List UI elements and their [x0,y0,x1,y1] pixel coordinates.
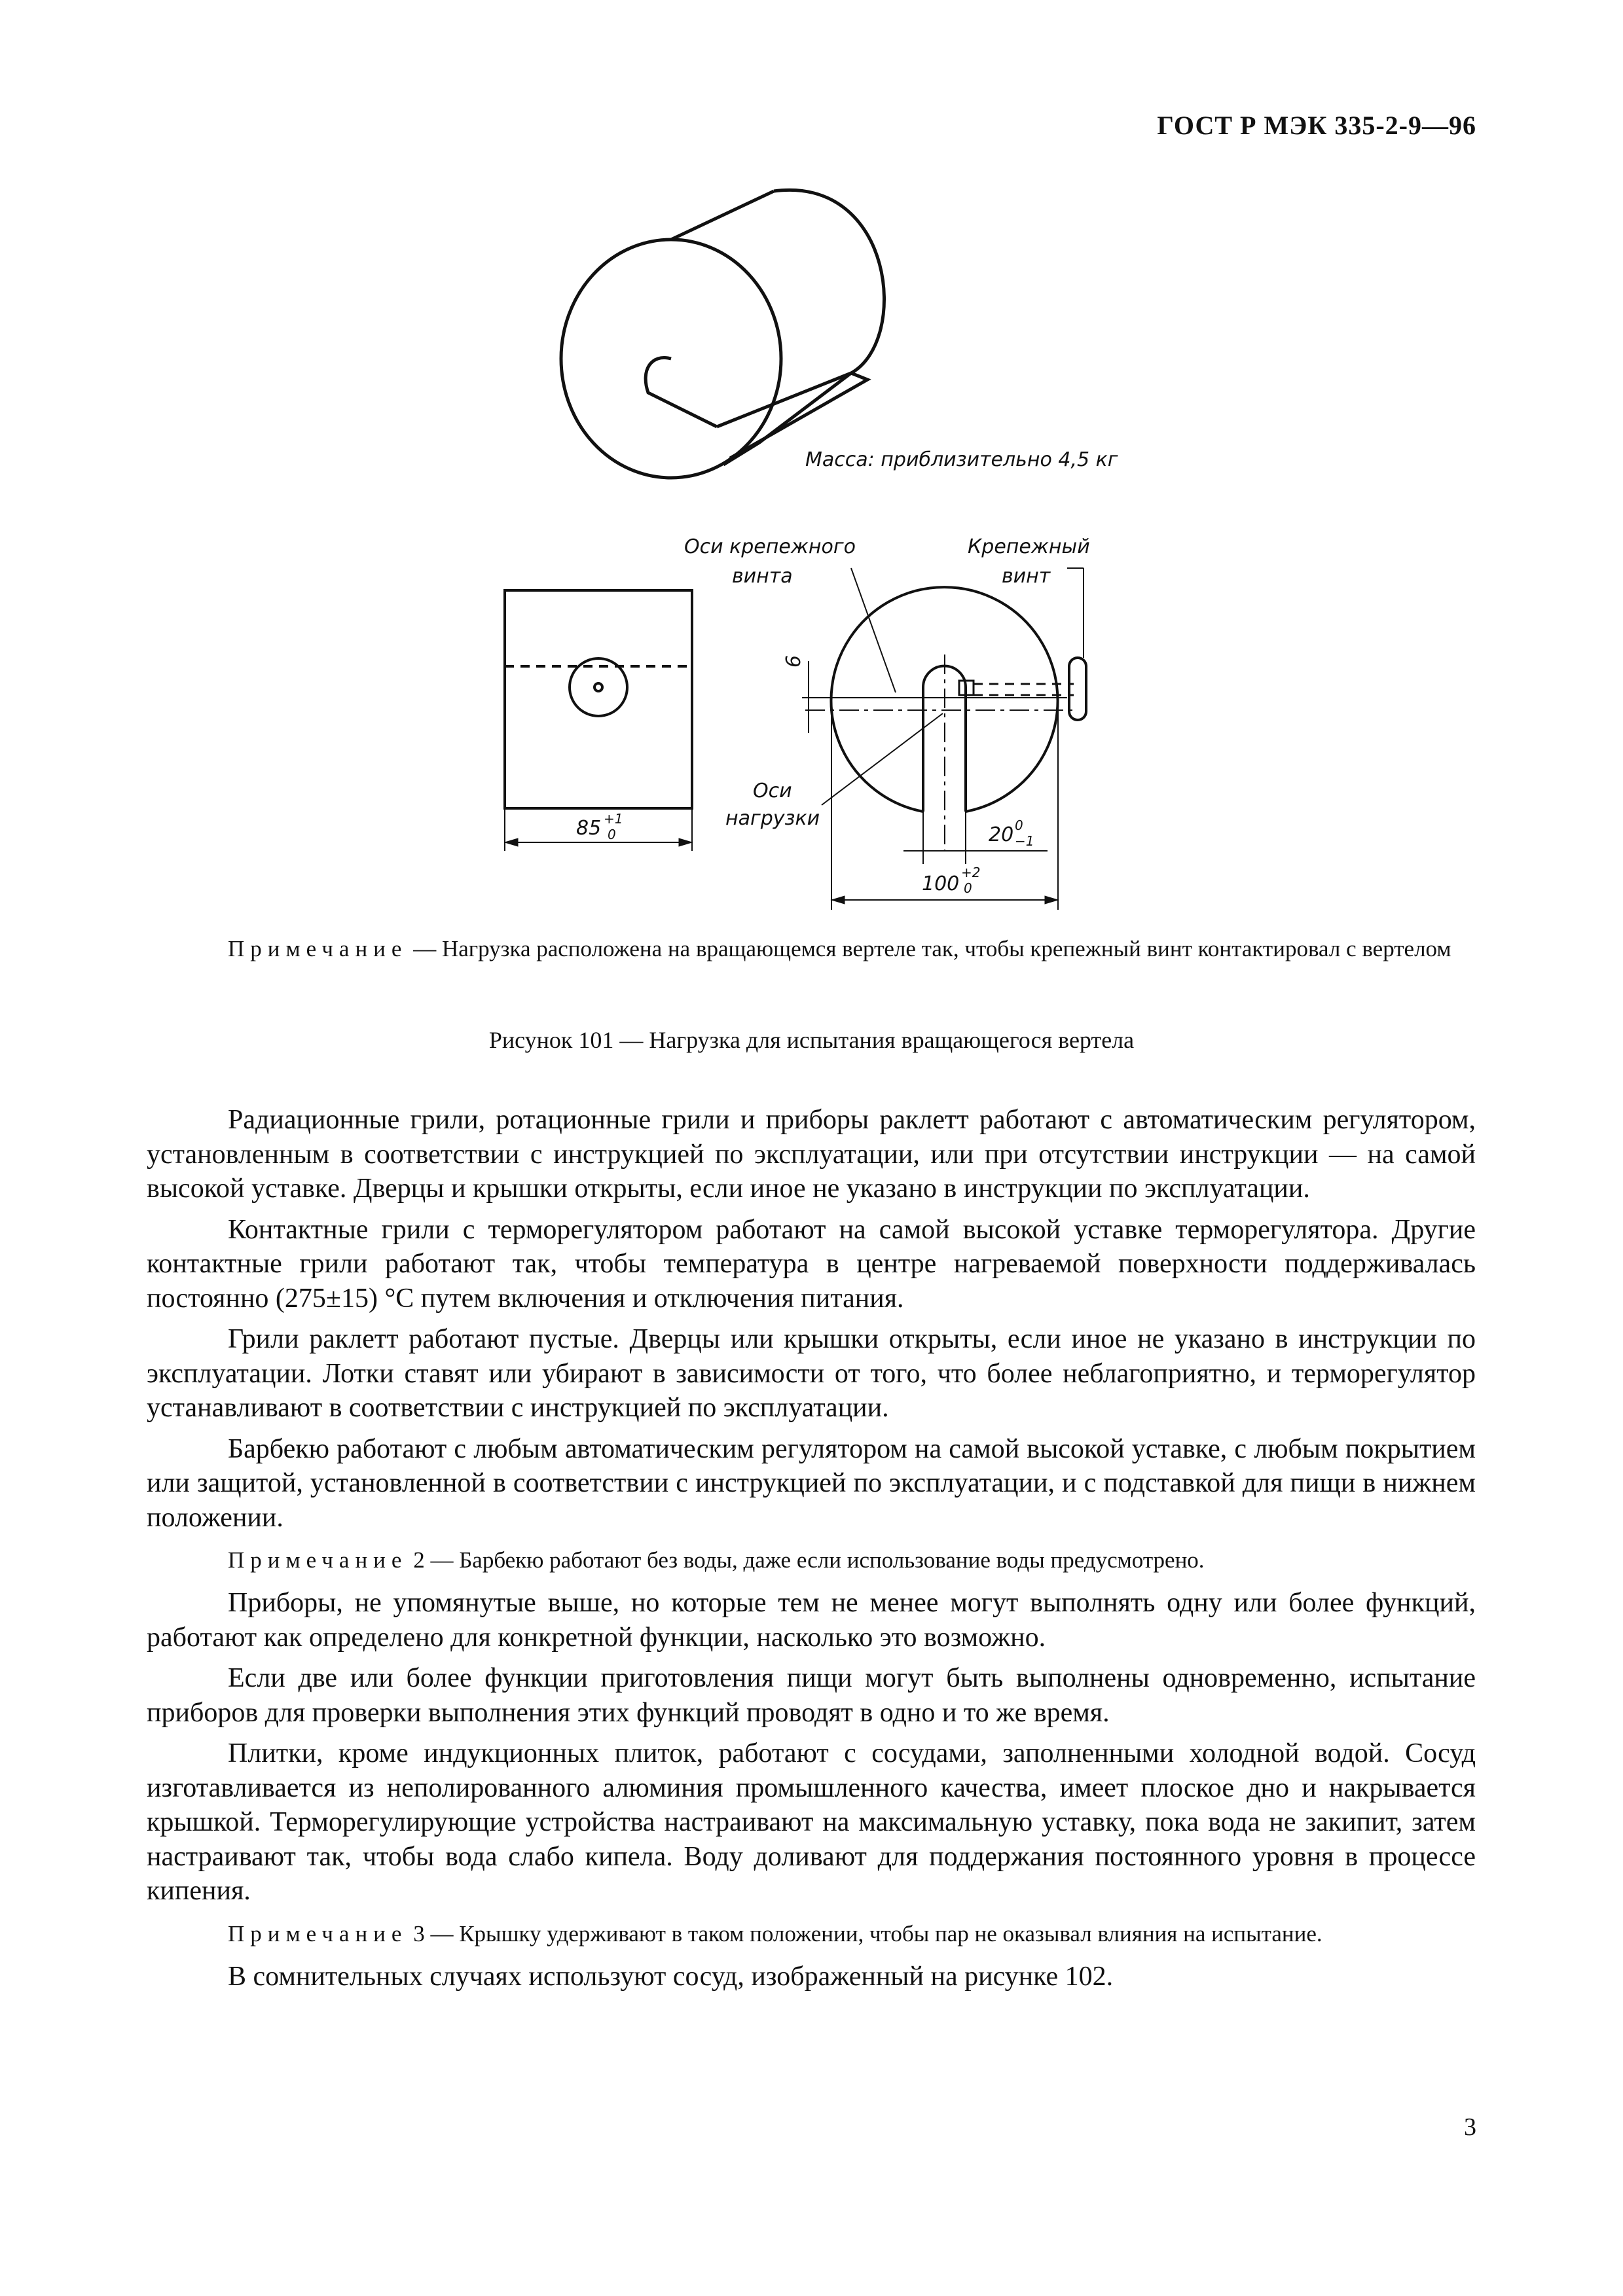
note-2 [147,1544,1476,1577]
dim-85: 85 [576,817,602,840]
front-view [505,590,692,851]
slot-curve [646,358,717,427]
paragraph: Плитки, кроме индукционных плиток, работают с сосудами, заполненными холодной водой. Сосуд изготавливается из неполированного алюминия промышленного качества, имеет плоское дно и накрывается крышкой. Терморегулирующие устройства настраивают на максимальную уставку, пока вода не закипит, затем настраивают так, чтобы вода слабо кипела. Воду доливают для поддержания постоянного уровня в процессе кипения. [147,1738,1476,1906]
figure-caption: Рисунок 101 — Нагрузка для испытания вращающегося вертела [488,1027,1135,1053]
cylinder-back-edge [774,190,884,373]
side-view [802,568,1086,910]
label-screw-axis-1: Оси крепежного [684,535,856,558]
note-text: — Нагрузка расположена на вращающемся вертеле так, чтобы крепежный винт контактировал с вертелом [407,936,1451,961]
paragraph: В сомнительных случаях используют сосуд, изображенный на рисунке 102. [228,1961,1114,1992]
dim-100-tol-up: +2 [961,865,981,880]
paragraph: Барбекю работают с любым автоматическим регулятором на самой высокой уставке, с любым покрытием или защитой, установленной в соответствии с инструкцией по эксплуатации, и с подставкой для пищи в нижнем положении. [147,1433,1476,1533]
figure-note [147,932,1476,966]
note-text: 2 — Барбекю работают без воды, даже если использование воды предусмотрено. [407,1547,1205,1573]
dim-85-tol-up: +1 [604,811,623,827]
paragraph: Грили раклетт работают пустые. Дверцы или крышки открыты, если иное не указано в инструкции по эксплуатации. Лотки ставят или убирают в зависимости от того, что более неблагоприятно, и терморегулятор устанавливают в соответствии с инструкцией по эксплуатации. [147,1324,1476,1423]
figure-101-drawing [0,0,1623,982]
dim-20-tol-up: 0 [1015,817,1023,833]
note-3 [147,1918,1476,1950]
document-header: ГОСТ Р МЭК 335-2-9—96 [1157,111,1476,140]
paragraph: Радиационные грили, ротационные грили и приборы раклетт работают с автоматическим регулятором, установленным в соответствии с инструкцией по эксплуатации, или при отсутствии инструкции — на самой высокой уставке. Дверцы и крышки открыты, если иное не указано в инструкции по эксплуатации. [147,1105,1476,1204]
note-label: Примечание [228,936,408,961]
paragraph: Если две или более функции приготовления пищи могут быть выполнены одновременно, испытание приборов для проверки выполнения этих функций проводят в одно и то же время. [147,1663,1476,1728]
note-text: 3 — Крышку удерживают в таком положении, чтобы пар не оказывал влияния на испытание. [407,1920,1322,1946]
front-view-outline [505,590,692,808]
dim-6: 6 [782,655,805,668]
label-load-axis-2: нагрузки [725,807,820,830]
label-screw-axis-2: винта [732,565,793,588]
leader-screw-axis [851,568,896,692]
mass-label: Масса: приблизительно 4,5 кг [805,448,1118,471]
cylinder-isometric [561,190,884,478]
dim-20-tol-low: −1 [1015,833,1034,849]
note-label: Примечание [228,1547,408,1573]
note-label: Примечание [228,1920,408,1946]
center-hole [570,658,627,716]
page-number: 3 [1464,2113,1476,2141]
paragraph: Приборы, не упомянутые выше, но которые тем не менее могут выполнять одну или более функций, работают как определено для конкретной функции, насколько это возможно. [147,1588,1476,1653]
cylinder-top-edge [671,191,774,240]
leader-load-axis [822,713,943,805]
dim-100: 100 [922,872,960,895]
slot-lower-edge [730,373,867,458]
label-screw-2: винт [1002,565,1051,588]
label-load-axis-1: Оси [753,780,792,802]
label-screw-1: Крепежный [968,535,1090,558]
center-mark [594,683,602,691]
dim-100-tol-low: 0 [964,880,972,896]
dim-85-tol-low: 0 [608,827,616,842]
body-text [147,1103,1476,1994]
dim-20: 20 [989,823,1014,846]
paragraph: Контактные грили с терморегулятором работают на самой высокой уставке терморегулятора. Другие контактные грили работают так, чтобы температура в центре нагреваемой поверхности поддерживалась постоянно (275±15) °С путем включения и отключения питания. [147,1214,1476,1314]
